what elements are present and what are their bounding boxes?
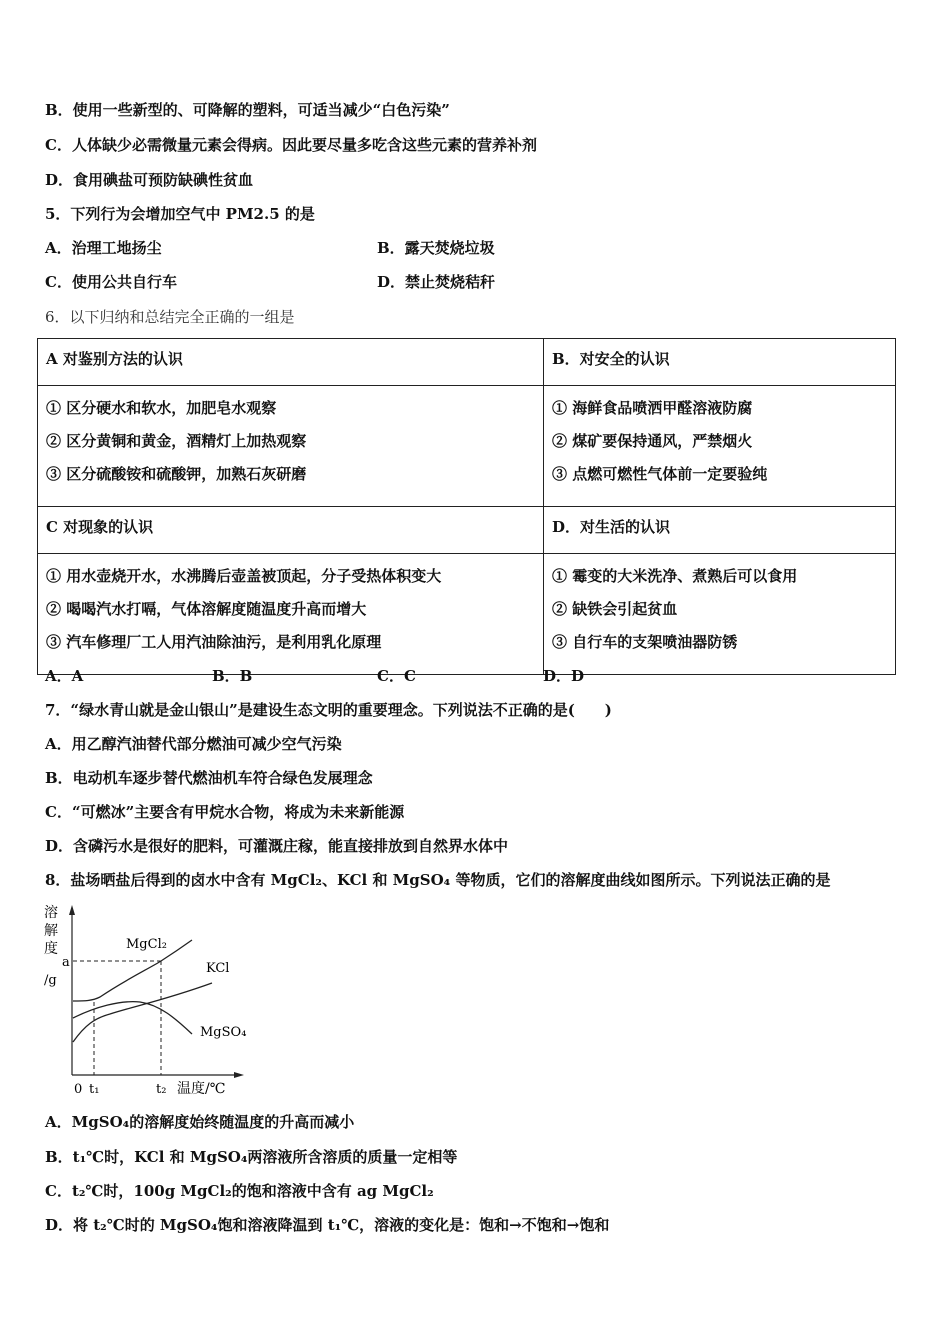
cell-c-body <box>38 554 544 675</box>
cell-a-body <box>38 386 544 507</box>
q8-option-c: C．t₂℃时，100g MgCl₂的饱和溶液中含有 ag MgCl₂ <box>45 1182 434 1200</box>
a-item-1: ① 区分硬水和软水，加肥皂水观察 <box>46 399 277 417</box>
a-item-3: ③ 区分硫酸铵和硫酸钾，加熟石灰研磨 <box>46 465 307 483</box>
label-mgcl2: MgCl₂ <box>126 937 167 952</box>
q6-stem: 6．以下归纳和总结完全正确的一组是 <box>45 308 295 326</box>
x-axis-arrow <box>234 1072 244 1078</box>
cell-b-head: B．对安全的认识 <box>544 339 896 386</box>
d-item-1: ① 霉变的大米洗净、煮熟后可以食用 <box>552 567 798 585</box>
y-axis-arrow <box>69 905 75 915</box>
q6-option-b: B．B <box>212 667 253 685</box>
y-label-2: 解 <box>44 923 58 939</box>
q5-option-a: A．治理工地扬尘 <box>45 239 162 257</box>
solubility-chart <box>40 900 250 1100</box>
b-item-2: ② 煤矿要保持通风，严禁烟火 <box>552 432 753 450</box>
d-item-2: ② 缺铁会引起贫血 <box>552 600 678 618</box>
q7-option-a: A．用乙醇汽油替代部分燃油可减少空气污染 <box>45 735 342 753</box>
q5-option-d: D．禁止焚烧秸秆 <box>377 273 496 291</box>
q7-stem: 7．“绿水青山就是金山银山”是建设生态文明的重要理念。下列说法不正确的是( ) <box>45 701 612 719</box>
q4-option-b: B．使用一些新型的、可降解的塑料，可适当减少“白色污染” <box>45 101 450 119</box>
label-mgso4: MgSO₄ <box>200 1025 247 1040</box>
c-item-1: ① 用水壶烧开水，水沸腾后壶盖被顶起，分子受热体积变大 <box>46 567 442 585</box>
cell-d-body <box>544 554 896 675</box>
curve-mgso4 <box>73 1002 192 1034</box>
q7-option-c: C．“可燃冰”主要含有甲烷水合物，将成为未来新能源 <box>45 803 405 821</box>
q8-option-b: B．t₁℃时，KCl 和 MgSO₄两溶液所含溶质的质量一定相等 <box>45 1148 458 1166</box>
c-item-2: ② 喝喝汽水打嗝，气体溶解度随温度升高而增大 <box>46 600 367 618</box>
cell-d-head: D．对生活的认识 <box>544 507 896 554</box>
q8-option-d: D．将 t₂℃时的 MgSO₄饱和溶液降温到 t₁℃，溶液的变化是：饱和→不饱和→饱和 <box>45 1216 610 1234</box>
c-item-3: ③ 汽车修理厂工人用汽油除油污，是利用乳化原理 <box>46 633 382 651</box>
q8-stem: 8．盐场晒盐后得到的卤水中含有 MgCl₂、KCl 和 MgSO₄ 等物质，它们的溶解度曲线如图所示。下列说法正确的是 <box>45 871 831 889</box>
label-kcl: KCl <box>206 961 230 976</box>
q4-option-c: C．人体缺少必需微量元素会得病。因此要尽量多吃含这些元素的营养补剂 <box>45 136 537 154</box>
q6-table <box>37 338 896 675</box>
cell-b-body <box>544 386 896 507</box>
q7-option-d: D．含磷污水是很好的肥料，可灌溉庄稼，能直接排放到自然界水体中 <box>45 837 509 855</box>
q5-stem: 5．下列行为会增加空气中 PM2.5 的是 <box>45 205 315 223</box>
q6-option-d: D．D <box>543 667 585 685</box>
t2-label: t₂ <box>156 1082 167 1097</box>
t1-label: t₁ <box>89 1082 100 1097</box>
b-item-1: ① 海鲜食品喷洒甲醛溶液防腐 <box>552 399 753 417</box>
q4-option-d: D．食用碘盐可预防缺碘性贫血 <box>45 171 254 189</box>
origin-label: 0 <box>74 1082 83 1097</box>
cell-a-head: A 对鉴别方法的认识 <box>38 339 544 386</box>
q8-option-a: A．MgSO₄的溶解度始终随温度的升高而减小 <box>45 1113 355 1131</box>
q5-option-b: B．露天焚烧垃圾 <box>377 239 495 257</box>
q6-option-a: A．A <box>45 667 84 685</box>
y-label-3: 度 <box>44 941 58 957</box>
q7-option-b: B．电动机车逐步替代燃油机车符合绿色发展理念 <box>45 769 373 787</box>
a-tick-label: a <box>62 955 70 970</box>
cell-c-head: C 对现象的认识 <box>38 507 544 554</box>
y-label-4: /g <box>44 973 57 988</box>
y-label-1: 溶 <box>44 905 58 921</box>
q5-option-c: C．使用公共自行车 <box>45 273 177 291</box>
q6-option-c: C．C <box>377 667 416 685</box>
x-axis-label: 温度/℃ <box>177 1081 226 1097</box>
b-item-3: ③ 点燃可燃性气体前一定要验纯 <box>552 465 768 483</box>
a-item-2: ② 区分黄铜和黄金，酒精灯上加热观察 <box>46 432 307 450</box>
d-item-3: ③ 自行车的支架喷油器防锈 <box>552 633 738 651</box>
